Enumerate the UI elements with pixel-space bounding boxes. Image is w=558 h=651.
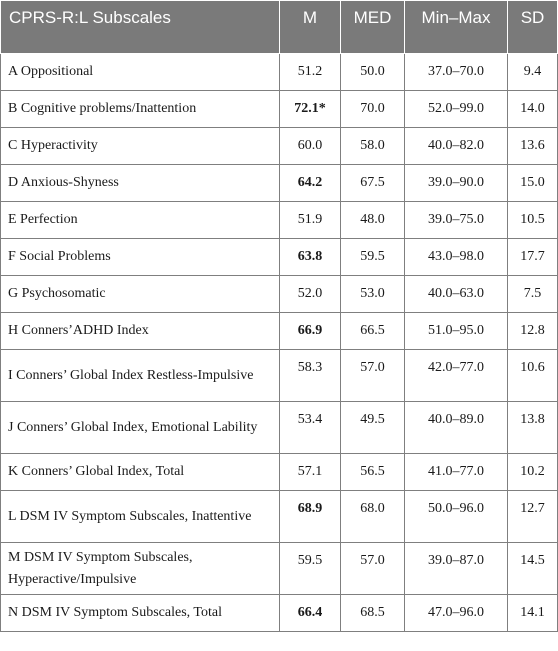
sd-cell: 12.7 [508, 491, 558, 543]
range-cell: 51.0–95.0 [405, 313, 508, 350]
median-cell: 68.5 [341, 595, 405, 632]
sd-cell: 13.8 [508, 402, 558, 454]
range-cell: 40.0–89.0 [405, 402, 508, 454]
table-row [1, 202, 558, 239]
subscale-cell: J Conners’ Global Index, Emotional Lability [1, 402, 280, 454]
sd-cell: 12.8 [508, 313, 558, 350]
median-cell: 68.0 [341, 491, 405, 543]
range-cell: 39.0–75.0 [405, 202, 508, 239]
range-cell: 39.0–87.0 [405, 543, 508, 595]
range-cell: 40.0–82.0 [405, 128, 508, 165]
subscale-cell: F Social Problems [1, 239, 280, 276]
subscale-cell: N DSM IV Symptom Subscales, Total [1, 595, 280, 632]
header-row [1, 1, 558, 54]
mean-cell: 66.9 [280, 313, 341, 350]
table-row [1, 54, 558, 91]
subscale-cell: H Conners’ADHD Index [1, 313, 280, 350]
table-row [1, 595, 558, 632]
subscale-cell: L DSM IV Symptom Subscales, Inattentive [1, 491, 280, 543]
subscale-cell: G Psychosomatic [1, 276, 280, 313]
header-m: M [280, 1, 341, 54]
table-row [1, 91, 558, 128]
mean-cell: 58.3 [280, 350, 341, 402]
range-cell: 47.0–96.0 [405, 595, 508, 632]
sd-cell: 10.5 [508, 202, 558, 239]
median-cell: 67.5 [341, 165, 405, 202]
table-row [1, 454, 558, 491]
table-body [1, 54, 558, 632]
range-cell: 41.0–77.0 [405, 454, 508, 491]
header-subscales: CPRS-R:L Subscales [1, 1, 280, 54]
median-cell: 48.0 [341, 202, 405, 239]
median-cell: 53.0 [341, 276, 405, 313]
table-row [1, 165, 558, 202]
range-cell: 37.0–70.0 [405, 54, 508, 91]
median-cell: 66.5 [341, 313, 405, 350]
table-row [1, 313, 558, 350]
mean-cell: 60.0 [280, 128, 341, 165]
range-cell: 39.0–90.0 [405, 165, 508, 202]
sd-cell: 14.5 [508, 543, 558, 595]
median-cell: 59.5 [341, 239, 405, 276]
mean-cell: 68.9 [280, 491, 341, 543]
mean-cell: 57.1 [280, 454, 341, 491]
range-cell: 43.0–98.0 [405, 239, 508, 276]
mean-cell: 64.2 [280, 165, 341, 202]
table-row [1, 350, 558, 402]
sd-cell: 17.7 [508, 239, 558, 276]
sd-cell: 14.0 [508, 91, 558, 128]
sd-cell: 9.4 [508, 54, 558, 91]
mean-cell: 59.5 [280, 543, 341, 595]
table-row [1, 239, 558, 276]
sd-cell: 14.1 [508, 595, 558, 632]
table-row [1, 128, 558, 165]
subscale-cell: D Anxious-Shyness [1, 165, 280, 202]
range-cell: 52.0–99.0 [405, 91, 508, 128]
sd-cell: 13.6 [508, 128, 558, 165]
median-cell: 57.0 [341, 350, 405, 402]
mean-cell: 72.1* [280, 91, 341, 128]
table-row [1, 276, 558, 313]
sd-cell: 7.5 [508, 276, 558, 313]
median-cell: 57.0 [341, 543, 405, 595]
table-row [1, 491, 558, 543]
mean-cell: 66.4 [280, 595, 341, 632]
mean-cell: 51.2 [280, 54, 341, 91]
subscale-cell: E Perfection [1, 202, 280, 239]
sd-cell: 10.2 [508, 454, 558, 491]
subscale-cell: I Conners’ Global Index Restless-Impulsive [1, 350, 280, 402]
mean-cell: 53.4 [280, 402, 341, 454]
table-row [1, 543, 558, 595]
header-sd: SD [508, 1, 558, 54]
header-med: MED [341, 1, 405, 54]
range-cell: 40.0–63.0 [405, 276, 508, 313]
range-cell: 42.0–77.0 [405, 350, 508, 402]
subscale-cell: B Cognitive problems/Inattention [1, 91, 280, 128]
median-cell: 70.0 [341, 91, 405, 128]
mean-cell: 51.9 [280, 202, 341, 239]
median-cell: 58.0 [341, 128, 405, 165]
table-row [1, 402, 558, 454]
mean-cell: 63.8 [280, 239, 341, 276]
mean-cell: 52.0 [280, 276, 341, 313]
range-cell: 50.0–96.0 [405, 491, 508, 543]
median-cell: 50.0 [341, 54, 405, 91]
subscale-cell: A Oppositional [1, 54, 280, 91]
subscale-cell: M DSM IV Symptom Subscales, Hyperactive/Impulsive [1, 543, 280, 595]
subscale-cell: K Conners’ Global Index, Total [1, 454, 280, 491]
median-cell: 49.5 [341, 402, 405, 454]
header-min-max: Min–Max [405, 1, 508, 54]
sd-cell: 10.6 [508, 350, 558, 402]
subscale-cell: C Hyperactivity [1, 128, 280, 165]
sd-cell: 15.0 [508, 165, 558, 202]
median-cell: 56.5 [341, 454, 405, 491]
